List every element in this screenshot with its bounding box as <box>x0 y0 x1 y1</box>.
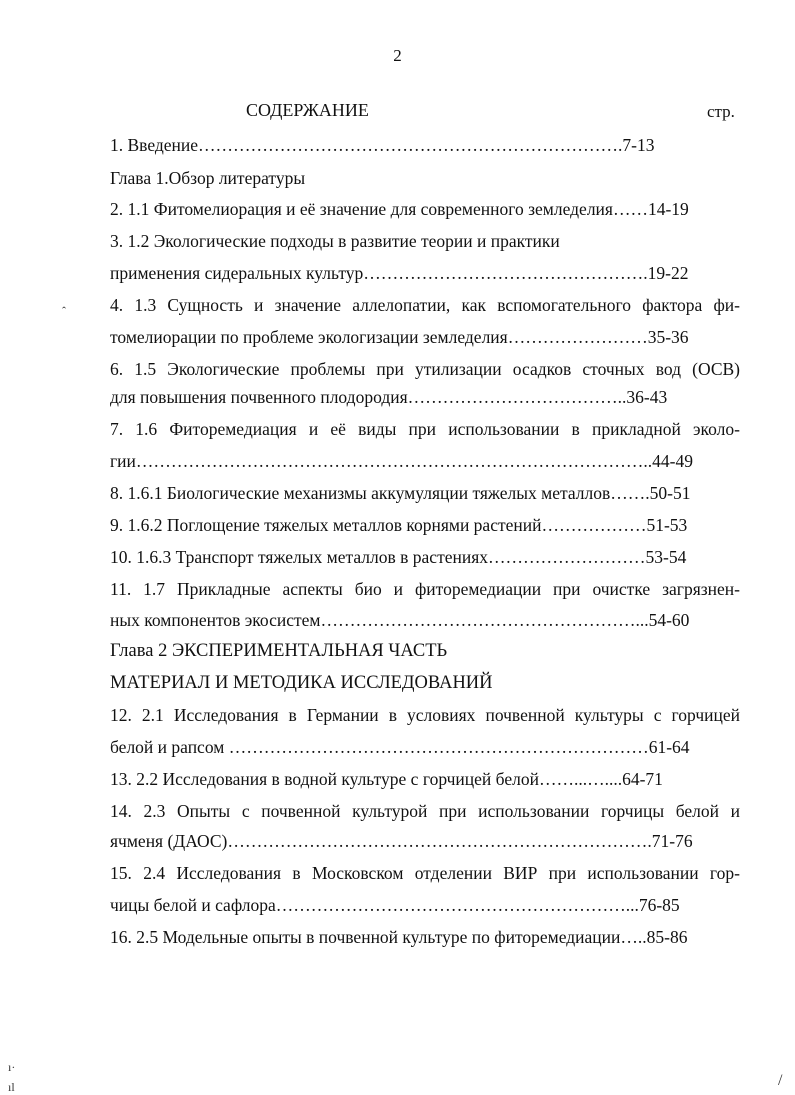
toc-line: 15. 2.4 Исследования в Московском отделении ВИР при использовании гор- <box>110 863 740 883</box>
scan-mark: ıl <box>8 1080 15 1094</box>
toc-line: МАТЕРИАЛ И МЕТОДИКА ИССЛЕДОВАНИЙ <box>110 673 493 693</box>
toc-line: 10. 1.6.3 Транспорт тяжелых металлов в растениях………………………53-54 <box>110 547 687 567</box>
toc-line: 1. Введение……………………………………………………………….7-13 <box>110 135 655 155</box>
page-number: 2 <box>393 46 402 65</box>
toc-line: Глава 2 ЭКСПЕРИМЕНТАЛЬНАЯ ЧАСТЬ <box>110 641 448 661</box>
toc-line: гии……………………………………………………………………………..44-49 <box>110 451 693 471</box>
toc-line: 2. 1.1 Фитомелиорация и её значение для современного земледелия……14-19 <box>110 199 689 219</box>
toc-line: чицы белой и сафлора……………………………………………………...76-85 <box>110 895 680 915</box>
toc-line: 13. 2.2 Исследования в водной культуре с горчицей белой……...…....64-71 <box>110 769 663 789</box>
toc-line: применения сидеральных культур………………………………………….19-22 <box>110 263 689 283</box>
toc-line: белой и рапсом ………………………………………………………………61-64 <box>110 737 690 757</box>
toc-line: Глава 1.Обзор литературы <box>110 168 306 188</box>
toc-line: 8. 1.6.1 Биологические механизмы аккумуляции тяжелых металлов…….50-51 <box>110 483 691 503</box>
toc-line: 14. 2.3 Опыты с почвенной культурой при использовании горчицы белой и <box>110 801 740 821</box>
toc-line: 6. 1.5 Экологические проблемы при утилизации осадков сточных вод (ОСВ) <box>110 359 740 379</box>
toc-line: ных компонентов экосистем………………………………………………...54-60 <box>110 610 690 630</box>
toc-line: 16. 2.5 Модельные опыты в почвенной культуре по фиторемедиации…..85-86 <box>110 927 688 947</box>
toc-line: 3. 1.2 Экологические подходы в развитие теории и практики <box>110 231 560 251</box>
scan-mark: ı· <box>8 1060 16 1074</box>
toc-line: 4. 1.3 Сущность и значение аллелопатии, как вспомогательного фактора фи- <box>110 295 740 315</box>
scan-mark: ˆ <box>62 304 66 318</box>
toc-line: 12. 2.1 Исследования в Германии в условиях почвенной культуры с горчицей <box>110 705 740 725</box>
page-column-label: стр. <box>707 102 735 121</box>
scan-mark: / <box>778 1072 783 1089</box>
toc-line: 11. 1.7 Прикладные аспекты био и фиторемедиации при очистке загрязнен- <box>110 579 740 599</box>
toc-line: ячменя (ДАОС)……………………………………………………………….71-76 <box>110 831 693 851</box>
toc-line: 7. 1.6 Фиторемедиация и её виды при использовании в прикладной эколо- <box>110 419 740 439</box>
toc-heading: СОДЕРЖАНИЕ <box>246 100 369 120</box>
toc-line: томелиорации по проблеме экологизации земледелия……………………35-36 <box>110 327 689 347</box>
toc-line: 9. 1.6.2 Поглощение тяжелых металлов корнями растений………………51-53 <box>110 515 688 535</box>
toc-line: для повышения почвенного плодородия………………………………..36-43 <box>110 387 668 407</box>
